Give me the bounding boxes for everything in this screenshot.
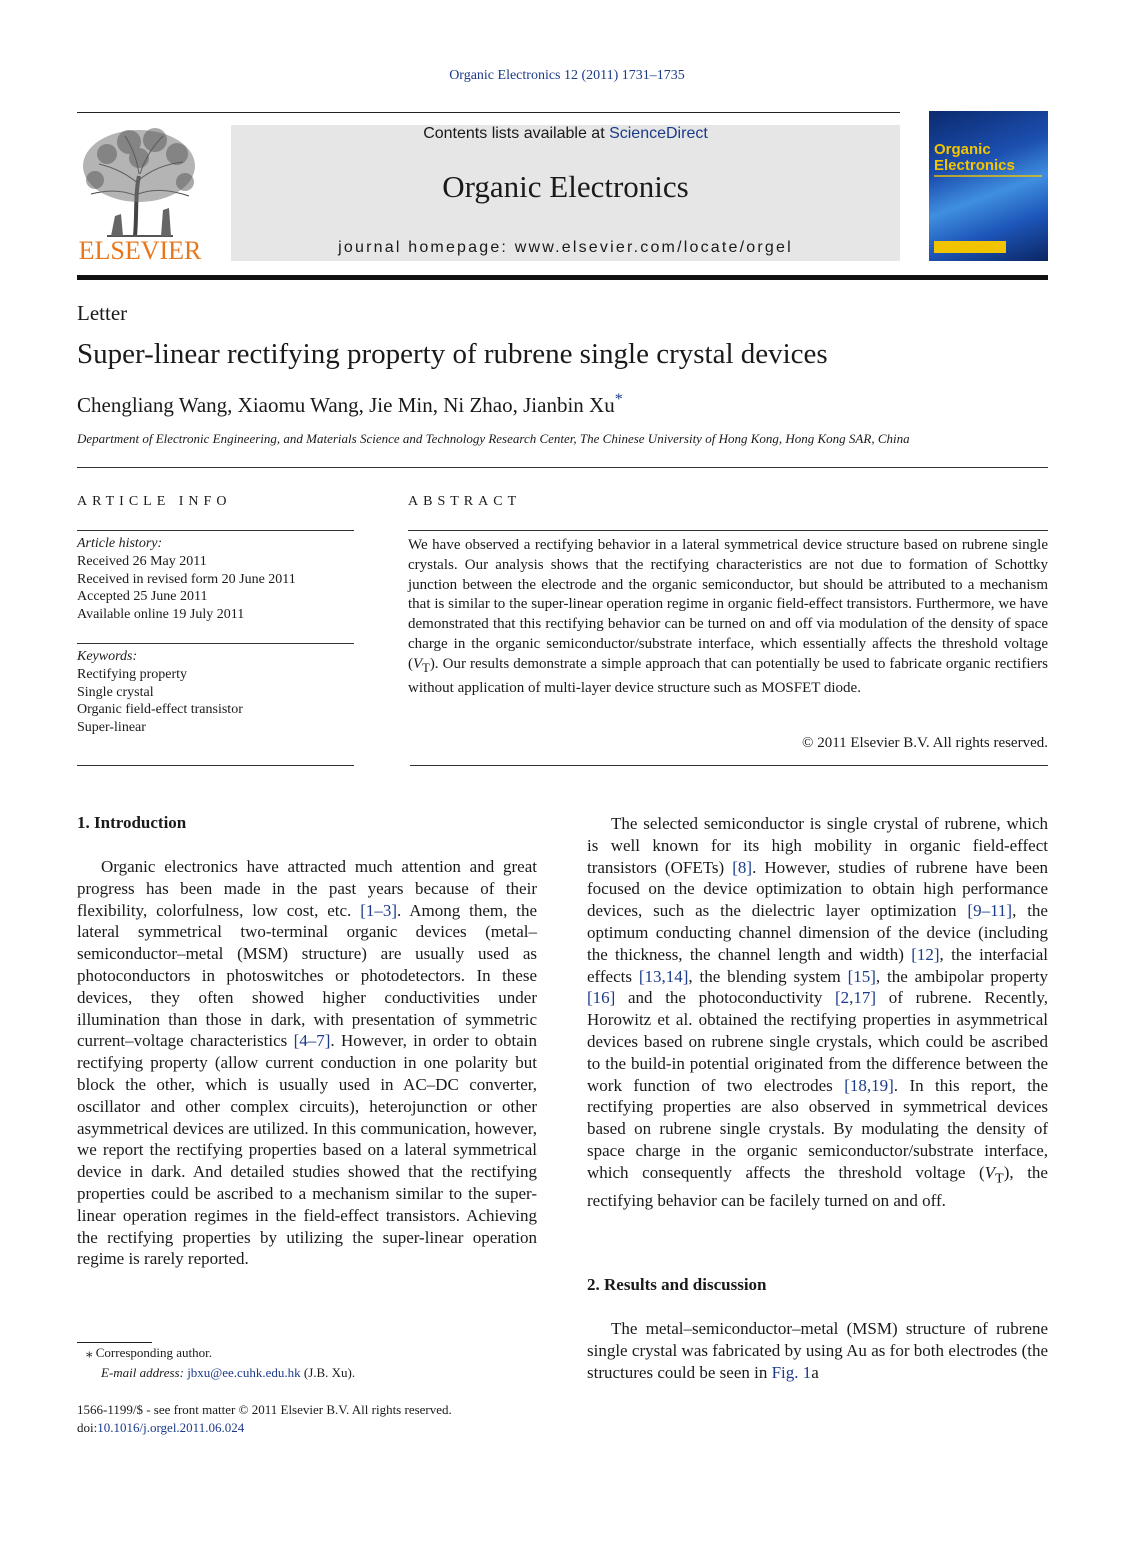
section-heading-introduction: 1. Introduction bbox=[77, 813, 187, 832]
right-column-body bbox=[587, 813, 1048, 1212]
info-rule-top bbox=[77, 530, 354, 531]
citation-link[interactable]: [9–11] bbox=[967, 901, 1013, 921]
subscript: T bbox=[995, 1170, 1004, 1187]
cover-bottom-bar bbox=[934, 241, 1006, 253]
history-item: Received in revised form 20 June 2011 bbox=[77, 571, 296, 587]
citation-link[interactable]: [8] bbox=[732, 857, 753, 877]
journal-banner bbox=[231, 125, 900, 261]
cover-title-line-1: Organic bbox=[934, 141, 991, 158]
text-run: The metal–semiconductor–metal (MSM) structure of rubrene single crystal was fabricated by using Au as for both electrodes (the structures could be seen in bbox=[587, 1319, 1048, 1382]
footnote-email bbox=[101, 1365, 355, 1381]
paper-title: Super-linear rectifying property of rubrene single crystal devices bbox=[77, 338, 828, 370]
doi-line bbox=[77, 1420, 244, 1436]
doi-label: doi: bbox=[77, 1420, 98, 1435]
citation-link[interactable]: [16] bbox=[587, 988, 616, 1008]
abstract-rule-top bbox=[408, 530, 1048, 531]
text-run: of rubrene. Recently, Horowitz et al. obtained the rectifying properties in asymmetrical devices based on rubrene single crystals, which could be ascribed to the build-in potential originated from the difference between the work function of two electrodes bbox=[587, 988, 1048, 1095]
issn-line: 1566-1199/$ - see front matter © 2011 Elsevier B.V. All rights reserved. bbox=[77, 1402, 452, 1417]
journal-citation[interactable]: Organic Electronics 12 (2011) 1731–1735 bbox=[449, 68, 685, 83]
citation-link[interactable]: [2,17] bbox=[835, 988, 877, 1008]
author-names: Chengliang Wang, Xiaomu Wang, Jie Min, Ni Zhao, Jianbin Xu bbox=[77, 393, 615, 417]
affiliation-rule bbox=[77, 467, 1048, 468]
introduction-body bbox=[77, 856, 537, 1270]
abstract-rule-bottom bbox=[410, 765, 1048, 766]
citation-link[interactable]: [18,19] bbox=[844, 1075, 894, 1095]
keywords-label: Keywords: bbox=[77, 649, 138, 664]
corresponding-author-mark[interactable]: * bbox=[614, 391, 623, 408]
author-list bbox=[77, 391, 623, 418]
citation-link[interactable]: [4–7] bbox=[293, 1031, 331, 1051]
results-body bbox=[587, 1318, 1048, 1383]
text-run: , the blending system bbox=[688, 966, 848, 986]
footnote-corresponding: ⁎ Corresponding author. bbox=[86, 1345, 213, 1360]
keywords bbox=[77, 648, 243, 737]
text-run: . However, in order to obtain rectifying property (allow current conduction in one polarity but block the other, which is usually used in AC–DC converter, oscillator and other complex circuits), heterojunction or other asymmetrical devices are utilized. In this communication, however, we report the rectifying properties based on a lateral symmetrical device in dark. And detailed studies showed that the rectifying properties could be ascribed to a mechanism similar to the super-linear operation regimes in the field-effect transistors. Achieving the rectifying properties by utilizing the super-linear operation regime is rarely reported. bbox=[77, 1031, 537, 1269]
sciencedirect-link[interactable]: ScienceDirect bbox=[609, 125, 708, 142]
journal-cover bbox=[929, 111, 1048, 261]
header-thick-rule bbox=[77, 275, 1048, 280]
article-info-heading: ARTICLE INFO bbox=[77, 494, 232, 509]
cover-subtitle-strip bbox=[934, 175, 1042, 177]
email-link[interactable]: jbxu@ee.cuhk.edu.hk bbox=[187, 1365, 301, 1380]
text-run: . Among them, the lateral symmetrical two-terminal organic devices (metal–semiconductor–metal (MSM) structure) are usually used as photoconductors in photoswitches or photodetectors. In these devices, they often showed higher conductivities under illumination than those in dark, with presentation of symmetric current–voltage characteristics bbox=[77, 900, 538, 1051]
history-item: Received 26 May 2011 bbox=[77, 553, 207, 569]
abstract-part-2: ). Our results demonstrate a simple approach that can potentially be used to fabricate organic rectifiers without application of multi-layer device structure such as MOSFET diode. bbox=[408, 655, 1048, 696]
email-label: E-mail address: bbox=[101, 1365, 188, 1380]
citation-link[interactable]: [1–3] bbox=[360, 900, 398, 920]
text-run: Organic electronics have attracted much attention and great progress has been made in the past years because of their flexibility, colorfulness, low cost, etc. bbox=[77, 857, 537, 920]
doi-link[interactable]: 10.1016/j.orgel.2011.06.024 bbox=[97, 1420, 245, 1435]
info-rule-middle bbox=[77, 643, 354, 644]
text-run: , the interfacial effects bbox=[587, 944, 1048, 986]
text-run: ), the rectifying behavior can be facilely turned on and off. bbox=[587, 1162, 1048, 1210]
elsevier-logo bbox=[77, 124, 203, 262]
text-run: . In this report, the rectifying properties are also observed in symmetrical devices based on rubrene single crystals. By modulating the density of space charge in the organic semiconductor/substrate interface, which consequently affects the threshold voltage ( bbox=[587, 1075, 1048, 1182]
italic-symbol: V bbox=[984, 1162, 996, 1182]
article-type: Letter bbox=[77, 301, 128, 325]
vt-symbol: V bbox=[413, 655, 423, 672]
email-suffix: (J.B. Xu). bbox=[300, 1365, 356, 1380]
contents-prefix: Contents lists available at bbox=[423, 125, 610, 142]
history-label: Article history: bbox=[77, 536, 163, 551]
text-run: , the optimum conducting channel dimension of the device (including the thickness, the channel length and width) bbox=[587, 901, 1048, 964]
article-history bbox=[77, 535, 296, 624]
abstract-text bbox=[408, 536, 1048, 698]
results-paragraph bbox=[587, 1318, 1048, 1383]
citation-link[interactable]: Fig. 1 bbox=[771, 1362, 812, 1382]
keyword-item: Single crystal bbox=[77, 684, 154, 700]
footnote-rule bbox=[77, 1342, 152, 1343]
introduction-paragraph bbox=[77, 856, 537, 1270]
citation-link[interactable]: [12] bbox=[911, 944, 940, 964]
keyword-item: Organic field-effect transistor bbox=[77, 702, 243, 718]
vt-subscript: T bbox=[422, 660, 430, 675]
citation-link[interactable]: [15] bbox=[847, 966, 876, 986]
cover-title-line-2: Electronics bbox=[934, 157, 1015, 174]
header-rule bbox=[77, 112, 900, 113]
abstract-copyright: © 2011 Elsevier B.V. All rights reserved. bbox=[802, 735, 1048, 751]
journal-title: Organic Electronics bbox=[442, 169, 689, 204]
contents-line bbox=[231, 125, 900, 143]
text-run: . However, studies of rubrene have been focused on the device optimization to obtain high performance devices, such as the dielectric layer optimization bbox=[587, 857, 1048, 921]
text-run: , the ambipolar property bbox=[875, 966, 1048, 986]
affiliation: Department of Electronic Engineering, and Materials Science and Technology Research Center, The Chinese University of Hong Kong, Hong Kong SAR, China bbox=[77, 431, 910, 446]
citation-link[interactable]: [13,14] bbox=[638, 966, 689, 986]
abstract-heading: ABSTRACT bbox=[408, 494, 522, 509]
rubrene-paragraph bbox=[587, 813, 1048, 1212]
elsevier-wordmark: ELSEVIER bbox=[78, 236, 202, 262]
keyword-item: Rectifying property bbox=[77, 666, 188, 682]
text-run: The selected semiconductor is single crystal of rubrene, which is well known for its high mobility in organic field-effect transistors (OFETs) bbox=[587, 814, 1048, 877]
text-run: and the photoconductivity bbox=[615, 988, 836, 1008]
section-heading-results: 2. Results and discussion bbox=[587, 1275, 767, 1294]
abstract-part-1: We have observed a rectifying behavior in a lateral symmetrical device structure based on rubrene single crystals. Our analysis shows that the rectifying characteristics are not due to formation of Schottky junction between the electrode and the organic semiconductor, but should be attributed to a mechanism that is similar to the super-linear operation regime in organic field-effect transistors. Furthermore, we have demonstrated that this rectifying behavior can be turned on and off via modulation of the density of space charge in the organic semiconductor/substrate interface, which essentially affects the threshold voltage ( bbox=[408, 537, 1048, 672]
history-item: Accepted 25 June 2011 bbox=[77, 589, 208, 605]
keyword-item: Super-linear bbox=[77, 720, 146, 736]
history-item: Available online 19 July 2011 bbox=[77, 607, 245, 623]
text-run: a bbox=[811, 1362, 819, 1382]
journal-homepage[interactable]: journal homepage: www.elsevier.com/locate/orgel bbox=[338, 239, 793, 256]
elsevier-tree-icon bbox=[77, 124, 203, 262]
info-rule-bottom bbox=[77, 765, 354, 766]
